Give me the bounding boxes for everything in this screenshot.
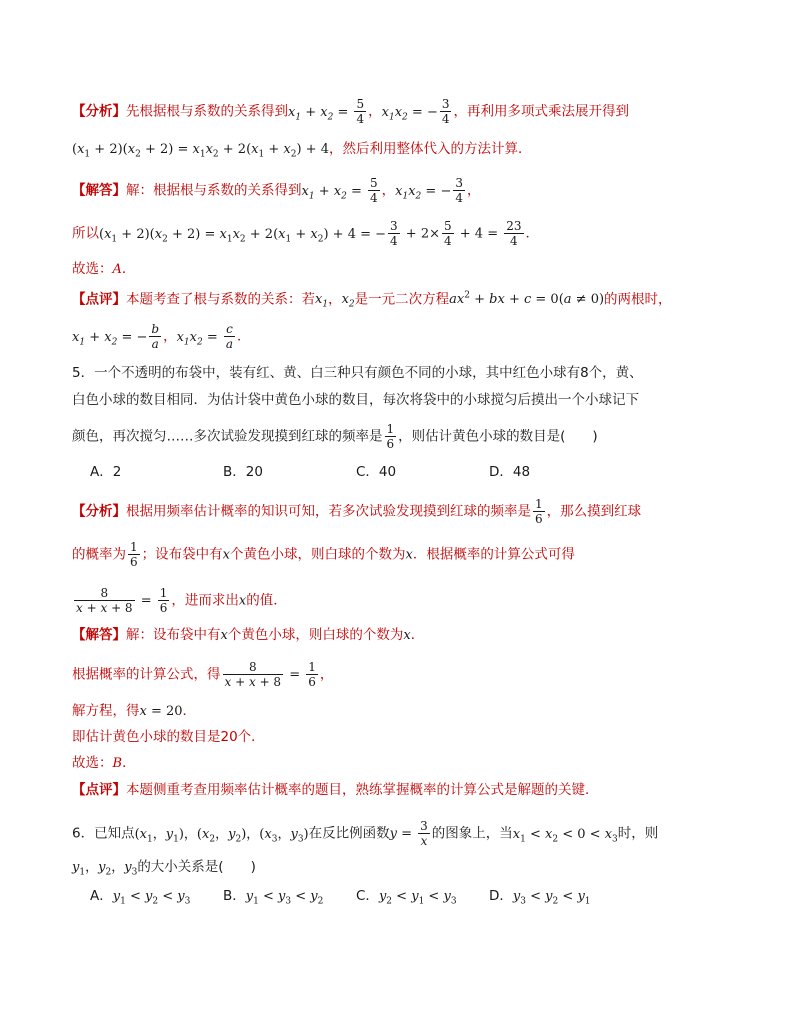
answer-tag: 【解答】: [72, 182, 126, 199]
fraction: $\frac{5}{4}$: [356, 97, 365, 126]
q5-review: 【点评】本题侧重考查用频率估计概率的题目，熟练掌握概率的计算公式是解题的关键．: [72, 782, 599, 798]
option-b[interactable]: B．20: [223, 464, 263, 480]
q4-analysis-line-2: $(x_1 + 2)(x_2 + 2) = x_1x_2 + 2(x_1 + x_2) + 4$，然后利用整体代入的方法计算．: [72, 141, 532, 160]
q4-answer-line-2: 所以$(x_1 + 2)(x_2 + 2) = x_1x_2 + 2(x_1 + x_2) + 4$ = − $\frac{3}{4}$ + 2× $\frac{5}{4}$ + 4 = $\frac{23}{4}$ ．: [72, 219, 540, 248]
q5-analysis-line-3: $\frac{8}{x + x + 8}$ = $\frac{1}{6}$ ，进而求出x的值．: [76, 586, 287, 615]
q5-analysis-line-2: 的概率为 $\frac{1}{6}$ ；设布袋中有x个黄色小球，则白球的个数为x．根据概率的计算公式可得: [72, 540, 575, 569]
q6-stem-line-2: $y_1$，$y_2$，$y_3$的大小关系是( ): [72, 859, 256, 878]
q4-analysis-line-1: 【分析】先根据根与系数的关系得到$x_1 + x_2$ = $\frac{5}{4}$ ，$x_1x_2$ = − $\frac{3}{4}$ ，再利用多项式乘法展开得到: [72, 97, 629, 126]
q4-review-line-2: $x_1 + x_2$ = − $\frac{b}{a}$ ，$x_1x_2$ = $\frac{c}{a}$ ．: [72, 322, 251, 351]
option-c[interactable]: C．$y_2 < y_1 < y_3$: [356, 888, 457, 907]
option-a[interactable]: A．$y_1 < y_2 < y_3$: [90, 888, 191, 907]
q5-answer-line-2: 根据概率的计算公式，得 $\frac{8}{x + x + 8}$ = $\frac{1}{6}$ ，: [72, 660, 334, 689]
q6-stem-line-1: 6．已知点($x_1$，$y_1$)，($x_2$，$y_2$)，($x_3$，$y_3$)在反比例函数y = $\frac{3}{x}$ 的图象上，当$x_1 < x_2 < 0 < x_3$时，则: [72, 819, 659, 848]
option-a[interactable]: A．2: [90, 464, 122, 480]
math-expr: $x_1 + x_2$ =: [288, 104, 353, 123]
q4-choose: 故选：A．: [72, 261, 136, 277]
q6-options: [90, 885, 622, 913]
q5-stem-line-1: 5．一个不透明的布袋中，装有红、黄、白三种只有颜色不同的小球，其中红色小球有8个，黄、: [72, 365, 643, 381]
q5-answer-line-1: 【解答】解：设布袋中有x个黄色小球，则白球的个数为x．: [72, 627, 425, 643]
q4-review-line-1: 【点评】本题考查了根与系数的关系：若$x_1$，$x_2$是一元二次方程$ax^2$ + bx + c = 0(a ≠ 0)的两根时，: [72, 291, 672, 310]
q5-stem-line-3: 颜色，再次搅匀……多次试验发现摸到红球的频率是 $\frac{1}{6}$ ，则估计黄色小球的数目是( ): [72, 422, 598, 451]
q5-answer-line-4: 即估计黄色小球的数目是20个．: [72, 729, 265, 745]
analysis-tag: 【分析】: [72, 103, 126, 120]
option-d[interactable]: D．48: [489, 464, 531, 480]
q5-stem-line-2: 白色小球的数目相同．为估计袋中黄色小球的数目，每次将袋中的小球搅匀后摸出一个小球记下: [72, 392, 639, 408]
q4-answer-line-1: 【解答】解：根据根与系数的关系得到$x_1 + x_2$ = $\frac{5}{4}$ ，$x_1x_2$ = − $\frac{3}{4}$ ，: [72, 176, 481, 205]
review-tag: 【点评】: [72, 291, 126, 308]
q5-answer-line-3: 解方程，得x = 20．: [72, 703, 197, 719]
q5-choose: 故选：B．: [72, 755, 136, 771]
q5-options: [90, 461, 622, 483]
q5-analysis-line-1: 【分析】根据用频率估计概率的知识可知，若多次试验发现摸到红球的频率是 $\frac{1}{6}$ ，那么摸到红球: [72, 497, 642, 526]
option-b[interactable]: B．$y_1 < y_3 < y_2$: [223, 888, 324, 907]
option-d[interactable]: D．$y_3 < y_2 < y_1$: [489, 888, 591, 907]
math-expr: $(x_1 + 2)(x_2 + 2) = x_1x_2 + 2(x_1 + x_2) + 4$: [72, 142, 329, 160]
option-c[interactable]: C．40: [356, 464, 397, 480]
